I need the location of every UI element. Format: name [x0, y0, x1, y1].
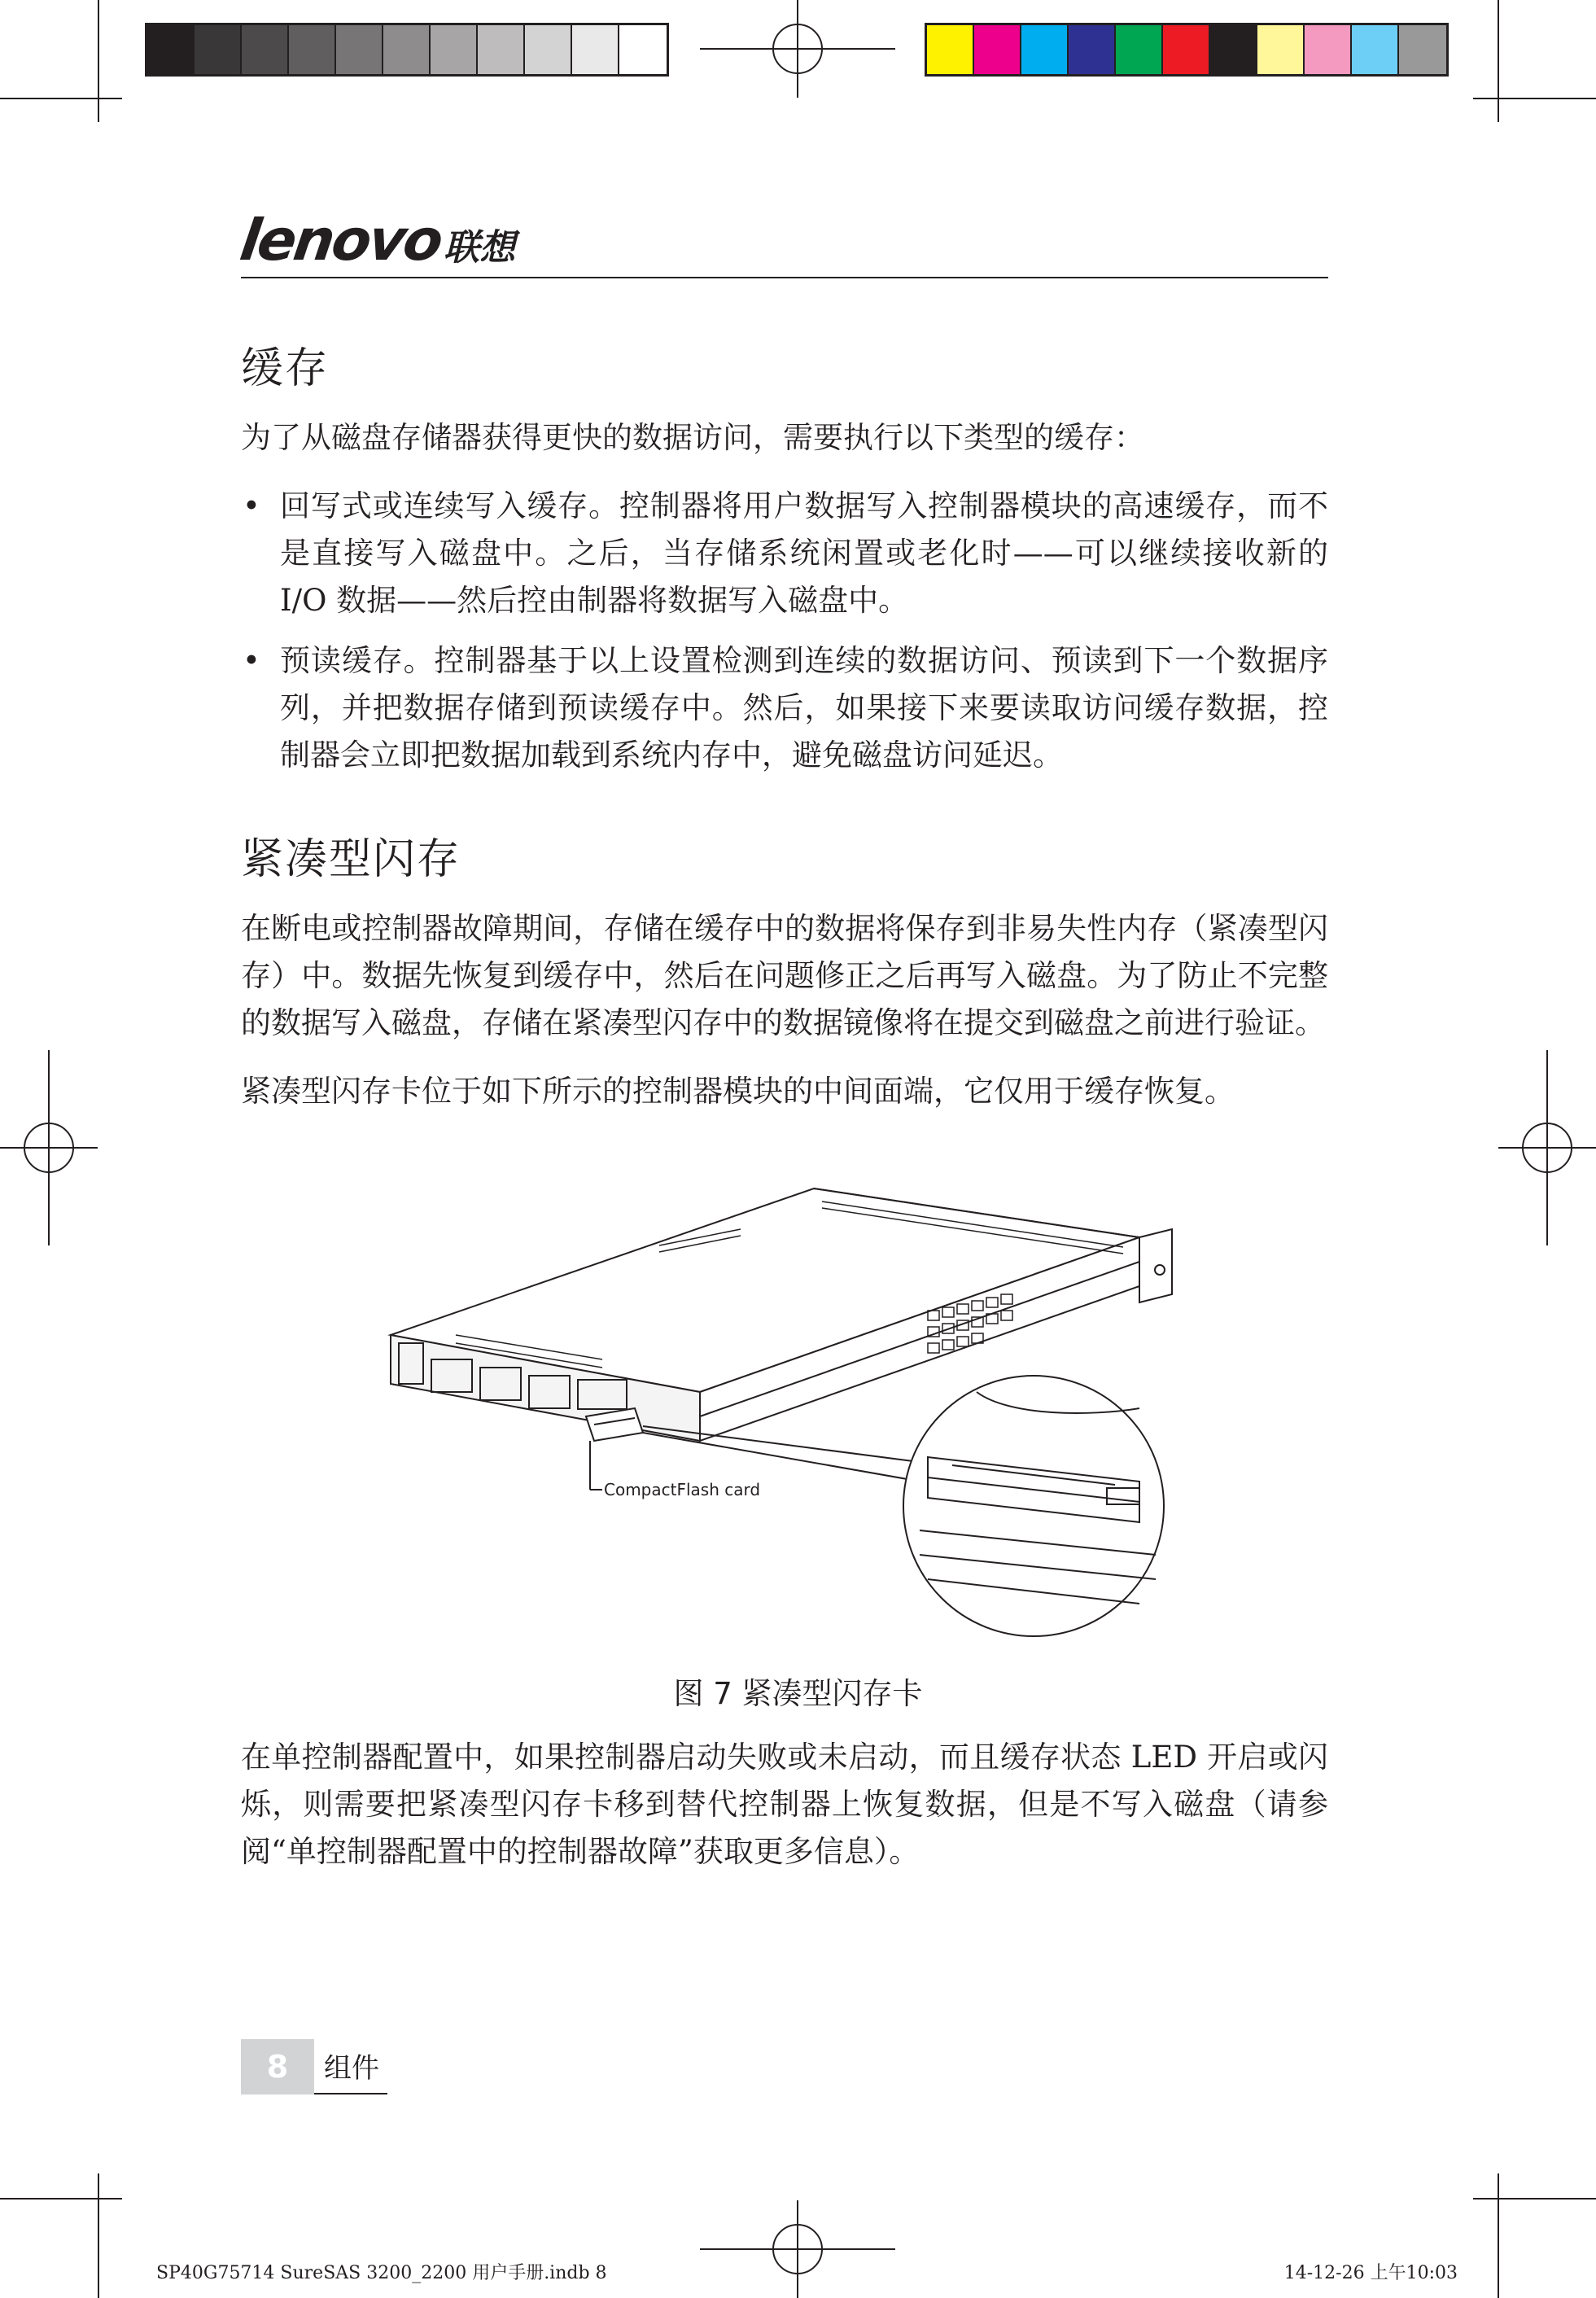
lenovo-logo — [236, 207, 516, 274]
gray-swatch — [383, 25, 431, 74]
gray-swatch — [195, 25, 242, 74]
registration-mark-right — [1498, 1050, 1596, 1245]
page-number: 8 — [266, 2049, 289, 2085]
registration-mark-top — [700, 0, 895, 98]
gray-swatch — [619, 25, 667, 74]
footer-section-name: 组件 — [324, 2052, 379, 2085]
gray-swatch — [431, 25, 478, 74]
color-swatch — [1257, 25, 1305, 74]
cache-type-list — [241, 483, 1328, 779]
gray-swatch — [289, 25, 336, 74]
section-title-compact-flash: 紧凑型闪存 — [241, 835, 461, 884]
gray-swatch — [525, 25, 572, 74]
color-swatch — [927, 25, 974, 74]
crop-mark — [1473, 98, 1596, 99]
crop-mark — [98, 2173, 99, 2298]
bullet-symbol: • — [243, 643, 260, 678]
grayscale-color-bar — [145, 23, 669, 77]
list-item-text: 回写式或连续写入缓存。控制器将用户数据写入控制器模块的高速缓存，而不是直接写入磁盘中。之后，当存储系统闲置或老化时——可以继续接收新的 I/O 数据——然后控由制器将数据写入磁盘中。 — [280, 488, 1328, 618]
single-controller-para: 在单控制器配置中，如果控制器启动失败或未启动，而且缓存状态 LED 开启或闪烁，则需要把紧凑型闪存卡移到替代控制器上恢复数据，但是不写入磁盘（请参阅“单控制器配置中的控制器故障”获取更多信息）。 — [241, 1740, 1328, 1869]
registration-mark-left — [0, 1050, 98, 1245]
color-swatch — [1021, 25, 1069, 74]
crop-mark — [1473, 2198, 1596, 2200]
color-swatch — [1069, 25, 1116, 74]
color-swatch — [1399, 25, 1446, 74]
crop-mark — [98, 0, 99, 122]
section-title-cache: 缓存 — [241, 344, 330, 393]
compact-flash-para-1: 在断电或控制器故障期间，存储在缓存中的数据将保存到非易失性内存（紧凑型闪存）中。数据先恢复到缓存中，然后在问题修正之后再写入磁盘。为了防止不完整的数据写入磁盘，存储在紧凑型闪存中的数据镜像将在提交到磁盘之前进行验证。 — [241, 911, 1328, 1040]
page-number-box — [241, 2039, 314, 2094]
compact-flash-section — [241, 825, 1328, 1115]
figure-caption-text: 紧凑型闪存卡 — [741, 1676, 923, 1711]
logo-chinese: 联想 — [444, 227, 516, 269]
figure-caption — [0, 1669, 1596, 1713]
compact-flash-para-2: 紧凑型闪存卡位于如下所示的控制器模块的中间面端，它仅用于缓存恢复。 — [241, 1074, 1235, 1109]
color-swatch — [1210, 25, 1257, 74]
gray-swatch — [572, 25, 619, 74]
gray-swatch — [478, 25, 525, 74]
figure-callout-label: CompactFlash card — [604, 1480, 761, 1499]
gray-swatch — [147, 25, 195, 74]
logo-wordmark: lenovo — [236, 207, 445, 274]
color-swatch — [1305, 25, 1352, 74]
cache-intro: 为了从磁盘存储器获得更快的数据访问，需要执行以下类型的缓存： — [241, 420, 1144, 455]
print-slug-timestamp: 14-12-26 上午10:03 — [1283, 2263, 1458, 2283]
crop-mark — [1498, 2173, 1499, 2298]
list-item-text: 预读缓存。控制器基于以上设置检测到连续的数据访问、预读到下一个数据序列，并把数据存储到预读缓存中。然后，如果接下来要读取访问缓存数据，控制器会立即把数据加载到系统内存中，避免磁盘访问延迟。 — [280, 643, 1328, 773]
figure-number: 图 7 — [673, 1676, 732, 1711]
color-swatch — [974, 25, 1021, 74]
list-item — [241, 483, 1328, 624]
process-color-bar — [925, 23, 1449, 77]
crop-mark — [1498, 0, 1499, 122]
crop-mark — [0, 98, 122, 99]
main-content — [241, 317, 1328, 1136]
bullet-symbol: • — [243, 488, 260, 523]
color-swatch — [1163, 25, 1210, 74]
gray-swatch — [242, 25, 289, 74]
controller-module-illustration — [358, 1172, 1188, 1644]
color-swatch — [1116, 25, 1163, 74]
registration-mark-bottom — [700, 2200, 895, 2298]
single-controller-note — [241, 1734, 1328, 1897]
gray-swatch — [336, 25, 383, 74]
color-swatch — [1352, 25, 1399, 74]
list-item — [241, 637, 1328, 779]
header-rule — [241, 277, 1328, 278]
footer-rule — [314, 2093, 387, 2094]
crop-mark — [0, 2198, 122, 2200]
print-slug-file: SP40G75714 SureSAS 3200_2200 用户手册.indb 8 — [156, 2263, 607, 2283]
